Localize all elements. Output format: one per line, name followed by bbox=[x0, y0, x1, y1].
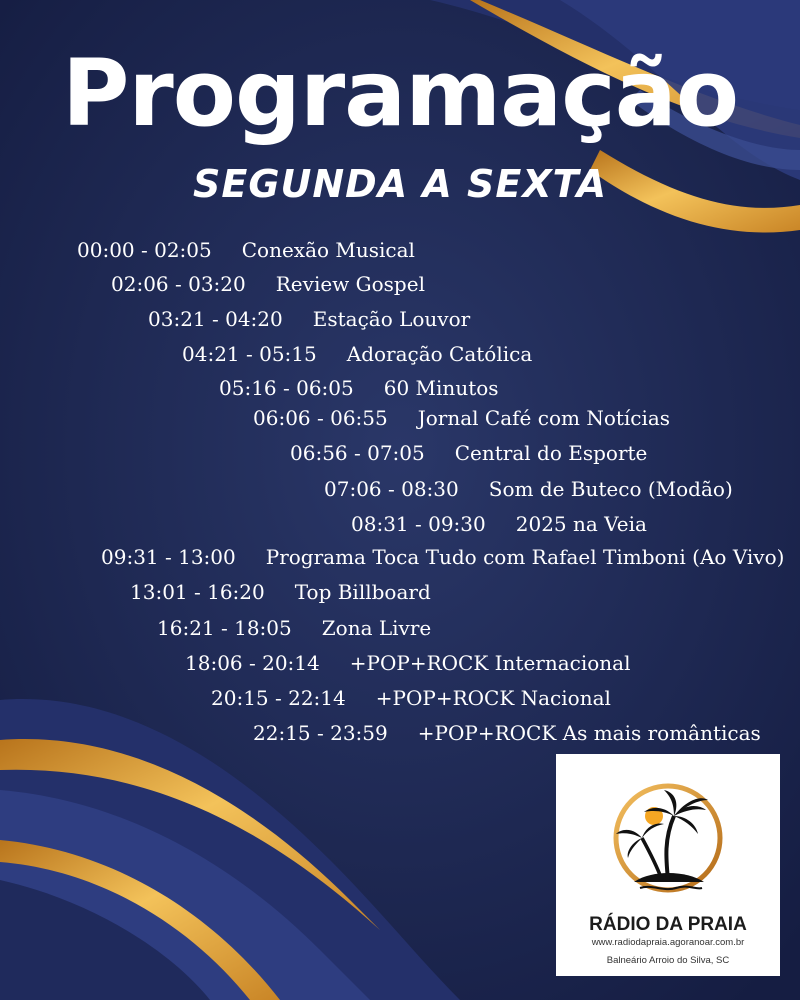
schedule-row bbox=[324, 477, 733, 501]
schedule-program: Estação Louvor bbox=[312, 307, 471, 331]
schedule-time: 04:21 - 05:15 bbox=[182, 342, 317, 366]
schedule-time: 22:15 - 23:59 bbox=[253, 721, 388, 745]
station-logo bbox=[556, 754, 780, 976]
palm-tree-island-icon bbox=[556, 754, 780, 914]
schedule-row bbox=[211, 686, 611, 710]
schedule-time: 02:06 - 03:20 bbox=[111, 272, 246, 296]
schedule-row bbox=[157, 616, 431, 640]
schedule-row bbox=[182, 342, 532, 366]
schedule-time: 20:15 - 22:14 bbox=[211, 686, 346, 710]
schedule-program: Som de Buteco (Modão) bbox=[488, 477, 733, 501]
logo-location: Balneário Arroio do Silva, SC bbox=[606, 955, 730, 966]
schedule-time: 18:06 - 20:14 bbox=[185, 651, 320, 675]
schedule-program: +POP+ROCK As mais românticas bbox=[417, 721, 761, 745]
page-title: Programação bbox=[61, 40, 739, 147]
logo-name: RÁDIO DA PRAIA bbox=[589, 914, 747, 935]
schedule-time: 06:06 - 06:55 bbox=[253, 406, 388, 430]
schedule-program: Top Billboard bbox=[294, 580, 431, 604]
schedule-row bbox=[130, 580, 431, 604]
schedule-time: 06:56 - 07:05 bbox=[290, 441, 425, 465]
schedule-row bbox=[148, 307, 470, 331]
schedule-program: Jornal Café com Notícias bbox=[417, 406, 671, 430]
schedule-time: 03:21 - 04:20 bbox=[148, 307, 283, 331]
schedule-program: +POP+ROCK Nacional bbox=[375, 686, 611, 710]
schedule-row bbox=[351, 512, 647, 536]
schedule-row bbox=[77, 238, 415, 262]
schedule-program: 60 Minutos bbox=[383, 376, 499, 400]
schedule-program: Adoração Católica bbox=[346, 342, 533, 366]
schedule-row bbox=[219, 376, 499, 400]
schedule-time: 07:06 - 08:30 bbox=[324, 477, 459, 501]
schedule-time: 05:16 - 06:05 bbox=[219, 376, 354, 400]
schedule-program: Central do Esporte bbox=[454, 441, 648, 465]
schedule-time: 16:21 - 18:05 bbox=[157, 616, 292, 640]
schedule-row bbox=[290, 441, 647, 465]
schedule-row bbox=[101, 545, 784, 569]
schedule-program: 2025 na Veia bbox=[515, 512, 647, 536]
schedule-program: Review Gospel bbox=[275, 272, 425, 296]
schedule-row bbox=[253, 406, 670, 430]
logo-url: www.radiodapraia.agoranoar.com.br bbox=[591, 937, 745, 948]
schedule-time: 00:00 - 02:05 bbox=[77, 238, 212, 262]
schedule-time: 08:31 - 09:30 bbox=[351, 512, 486, 536]
schedule-row bbox=[253, 721, 761, 745]
page-subtitle: SEGUNDA A SEXTA bbox=[193, 162, 607, 206]
schedule-program: Zona Livre bbox=[321, 616, 432, 640]
schedule-program: Programa Toca Tudo com Rafael Timboni (Ao Vivo) bbox=[265, 545, 785, 569]
schedule-row bbox=[111, 272, 425, 296]
schedule-program: Conexão Musical bbox=[241, 238, 415, 262]
schedule-program: +POP+ROCK Internacional bbox=[349, 651, 631, 675]
schedule-row bbox=[185, 651, 631, 675]
schedule-time: 09:31 - 13:00 bbox=[101, 545, 236, 569]
schedule-time: 13:01 - 16:20 bbox=[130, 580, 265, 604]
